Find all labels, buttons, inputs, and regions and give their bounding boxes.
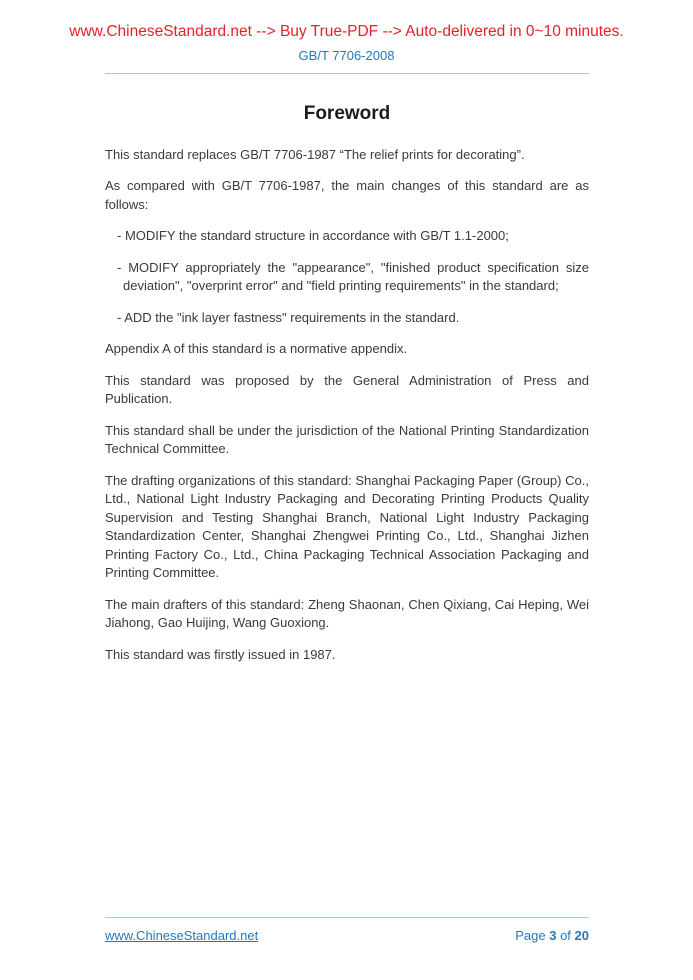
of-word: of bbox=[556, 928, 575, 943]
paragraph: This standard was firstly issued in 1987. bbox=[105, 646, 336, 662]
page-word: Page bbox=[515, 928, 550, 943]
paragraph: Appendix A of this standard is a normative appendix. bbox=[105, 341, 408, 357]
page-indicator bbox=[515, 927, 589, 944]
paragraph: This standard was proposed by the General Administration of Press and Publication. bbox=[105, 372, 589, 407]
paragraph: This standard shall be under the jurisdiction of the National Printing Standardization Technical Committee. bbox=[105, 422, 589, 457]
standard-number: GB/T 7706-2008 bbox=[298, 47, 395, 63]
footer-website-link[interactable]: www.ChineseStandard.net bbox=[105, 928, 259, 943]
page-total: 20 bbox=[574, 928, 589, 943]
page-header bbox=[0, 0, 693, 63]
footer-divider bbox=[105, 917, 589, 918]
paragraph: This standard replaces GB/T 7706-1987 “The relief prints for decorating”. bbox=[105, 146, 525, 162]
paragraph: The main drafters of this standard: Zheng Shaonan, Chen Qixiang, Cai Heping, Wei Jiahong, Gao Huijing, Wang Guoxiong. bbox=[105, 596, 589, 631]
list-item: - MODIFY the standard structure in accordance with GB/T 1.1-2000; bbox=[117, 228, 509, 244]
list-item: - MODIFY appropriately the "appearance", "finished product specification size deviation", "overprint error" and "field printing requirements" in the standard; bbox=[117, 259, 589, 294]
paragraph: As compared with GB/T 7706-1987, the main changes of this standard are as follows: bbox=[105, 178, 589, 212]
page-footer bbox=[105, 917, 589, 980]
document-body bbox=[105, 74, 589, 917]
page-number: 3 bbox=[549, 928, 557, 943]
paragraph: The drafting organizations of this standard: Shanghai Packaging Paper (Group) Co., Ltd., National Light Industry Packaging and Decorating Printing Products Quality Supervision and Testing Shanghai Branch, National Light Industry Packaging Standardization Center, Shanghai Zhengwei Printing Co., Ltd., Shanghai Jizhen Printing Factory Co., Ltd., China Packaging Technical Association Packaging and Printing Committee. bbox=[105, 472, 589, 581]
promo-banner: www.ChineseStandard.net --> Buy True-PDF --> Auto-delivered in 0~10 minutes. bbox=[69, 23, 624, 40]
page-title: Foreword bbox=[303, 102, 391, 124]
list-item: - ADD the "ink layer fastness" requirements in the standard. bbox=[117, 309, 460, 325]
